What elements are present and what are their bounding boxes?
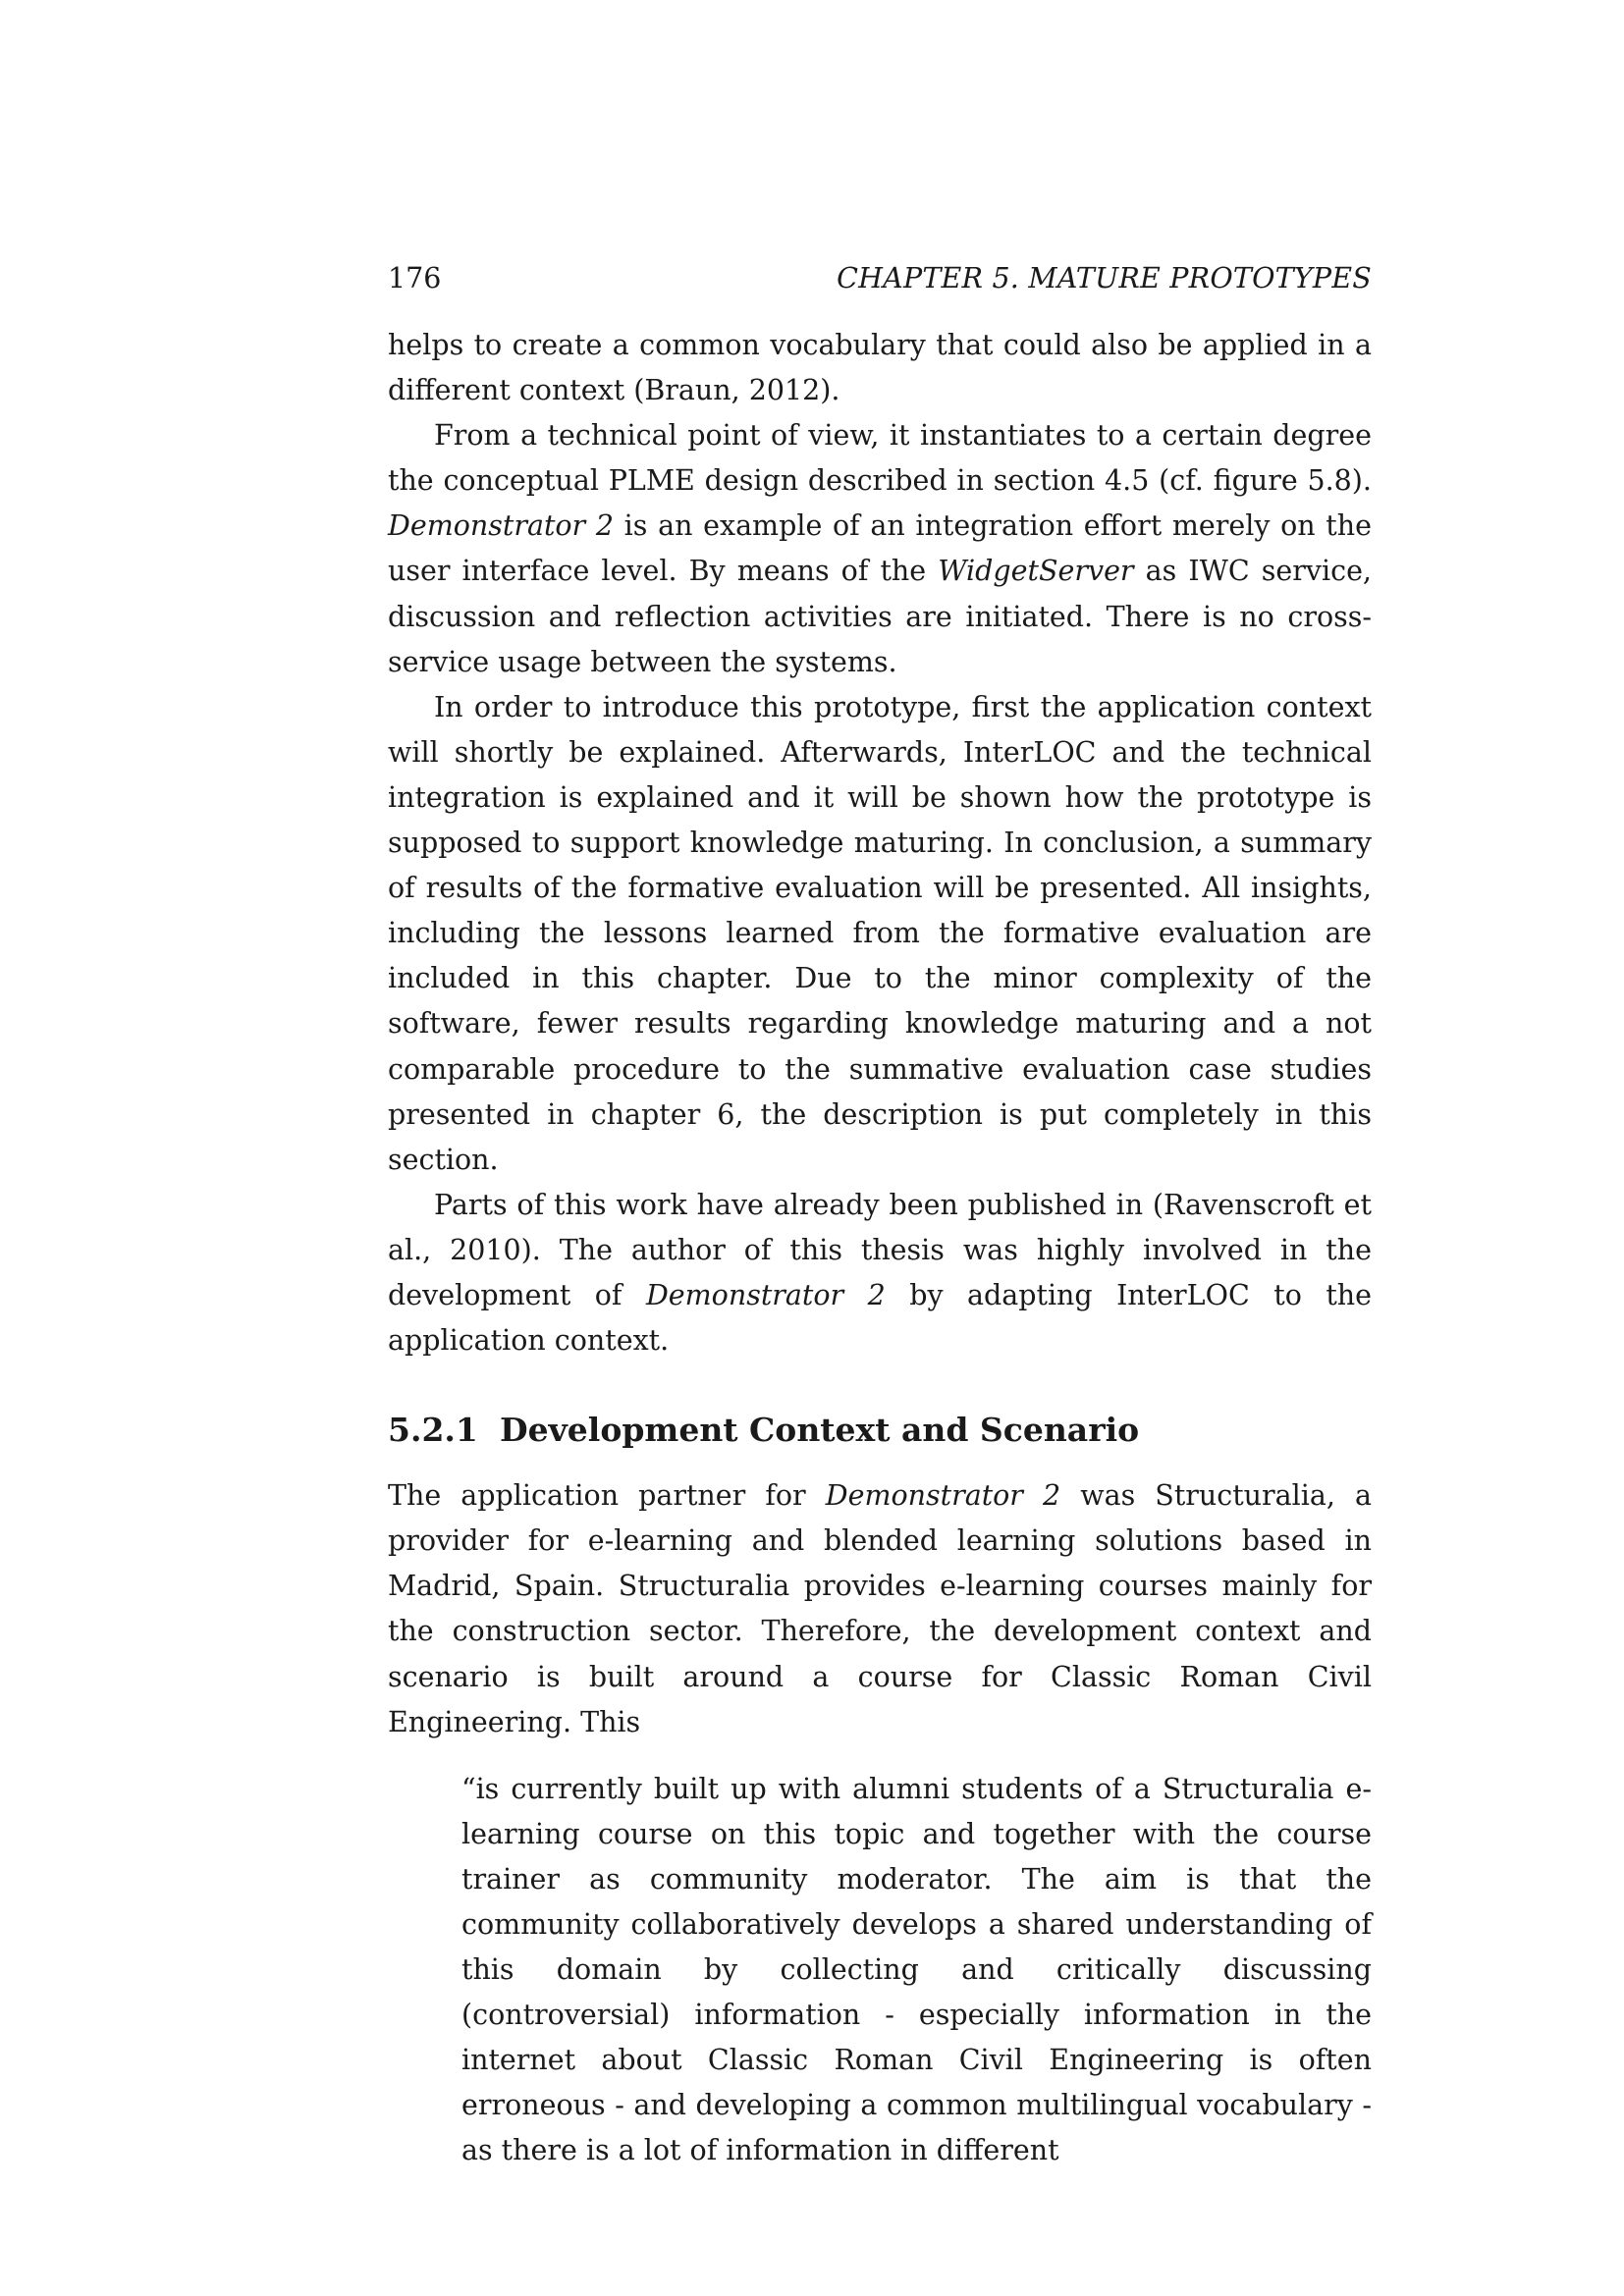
body-text	[388, 323, 1372, 1363]
running-head	[388, 255, 1372, 302]
paragraph-technical-view	[388, 413, 1372, 685]
paragraph-text: The application partner for	[388, 1479, 826, 1513]
paragraph-publication	[388, 1183, 1372, 1363]
section-number: 5.2.1	[388, 1411, 478, 1450]
emphasis-demonstrator: Demonstrator 2	[645, 1278, 886, 1311]
page	[388, 255, 1372, 2174]
paragraph-text: Parts of this work have already been published in (Ravenscroft et al., 2010). The author of this thesis was highly involved in the development of	[388, 1188, 1372, 1311]
emphasis-demonstrator: Demonstrator 2	[825, 1479, 1061, 1513]
paragraph-text: as IWC service, discussion and reflection activities are initiated. There is no cross-service usage between the systems.	[388, 555, 1372, 678]
chapter-title: CHAPTER 5. MATURE PROTOTYPES	[837, 262, 1372, 294]
page-number: 176	[388, 262, 442, 294]
quote-text: “is currently built up with alumni students of a Structuralia e-learning course on this topic and together with the course trainer as community moderator. The aim is that the community collaboratively develops a shared understanding of this domain by collecting and critically discussing (controversial) information - especially information in the internet about Classic Roman Civil Engineering is often erroneous - and developing a common multilingual vocabulary - as there is a lot of information in different	[461, 1772, 1372, 2167]
paragraph-text: by adapting InterLOC to the application context.	[388, 1278, 1372, 1358]
paragraph-continued: helps to create a common vocabulary that could also be applied in a different context (Braun, 2012).	[388, 329, 1372, 407]
section-body	[388, 1473, 1372, 1745]
paragraph-introduction: In order to introduce this prototype, first the application context will shortly be explained. Afterwards, InterLOC and the technical integration is explained and it will be shown how the prototype is supposed to support knowledge maturing. In conclusion, a summary of results of the formative evaluation will be presented. All insights, including the lessons learned from the formative evaluation are included in this chapter. Due to the minor complexity of the software, fewer results regarding knowledge maturing and a not comparable procedure to the summative evaluation case studies presented in chapter 6, the description is put completely in this section.	[388, 690, 1372, 1176]
emphasis-demonstrator: Demonstrator 2	[388, 509, 614, 543]
section-heading	[388, 1363, 1372, 1473]
paragraph-text: is an example of an integration effort merely on the user interface level. By means of the	[388, 509, 1372, 588]
paragraph-text: From a technical point of view, it instantiates to a certain degree the conceptual PLME design described in section 4.5 (cf. figure 5.8).	[388, 419, 1372, 498]
block-quote	[461, 1767, 1372, 2174]
emphasis-widgetserver: WidgetServer	[938, 555, 1134, 588]
section-title: Development Context and Scenario	[500, 1411, 1140, 1450]
paragraph-application-partner	[388, 1473, 1372, 1745]
paragraph-text: was Structuralia, a provider for e-learning and blended learning solutions based in Madrid, Spain. Structuralia provides e-learning courses mainly for the construction sector. Therefore, the development context and scenario is built around a course for Classic Roman Civil Engineering. This	[388, 1479, 1372, 1738]
